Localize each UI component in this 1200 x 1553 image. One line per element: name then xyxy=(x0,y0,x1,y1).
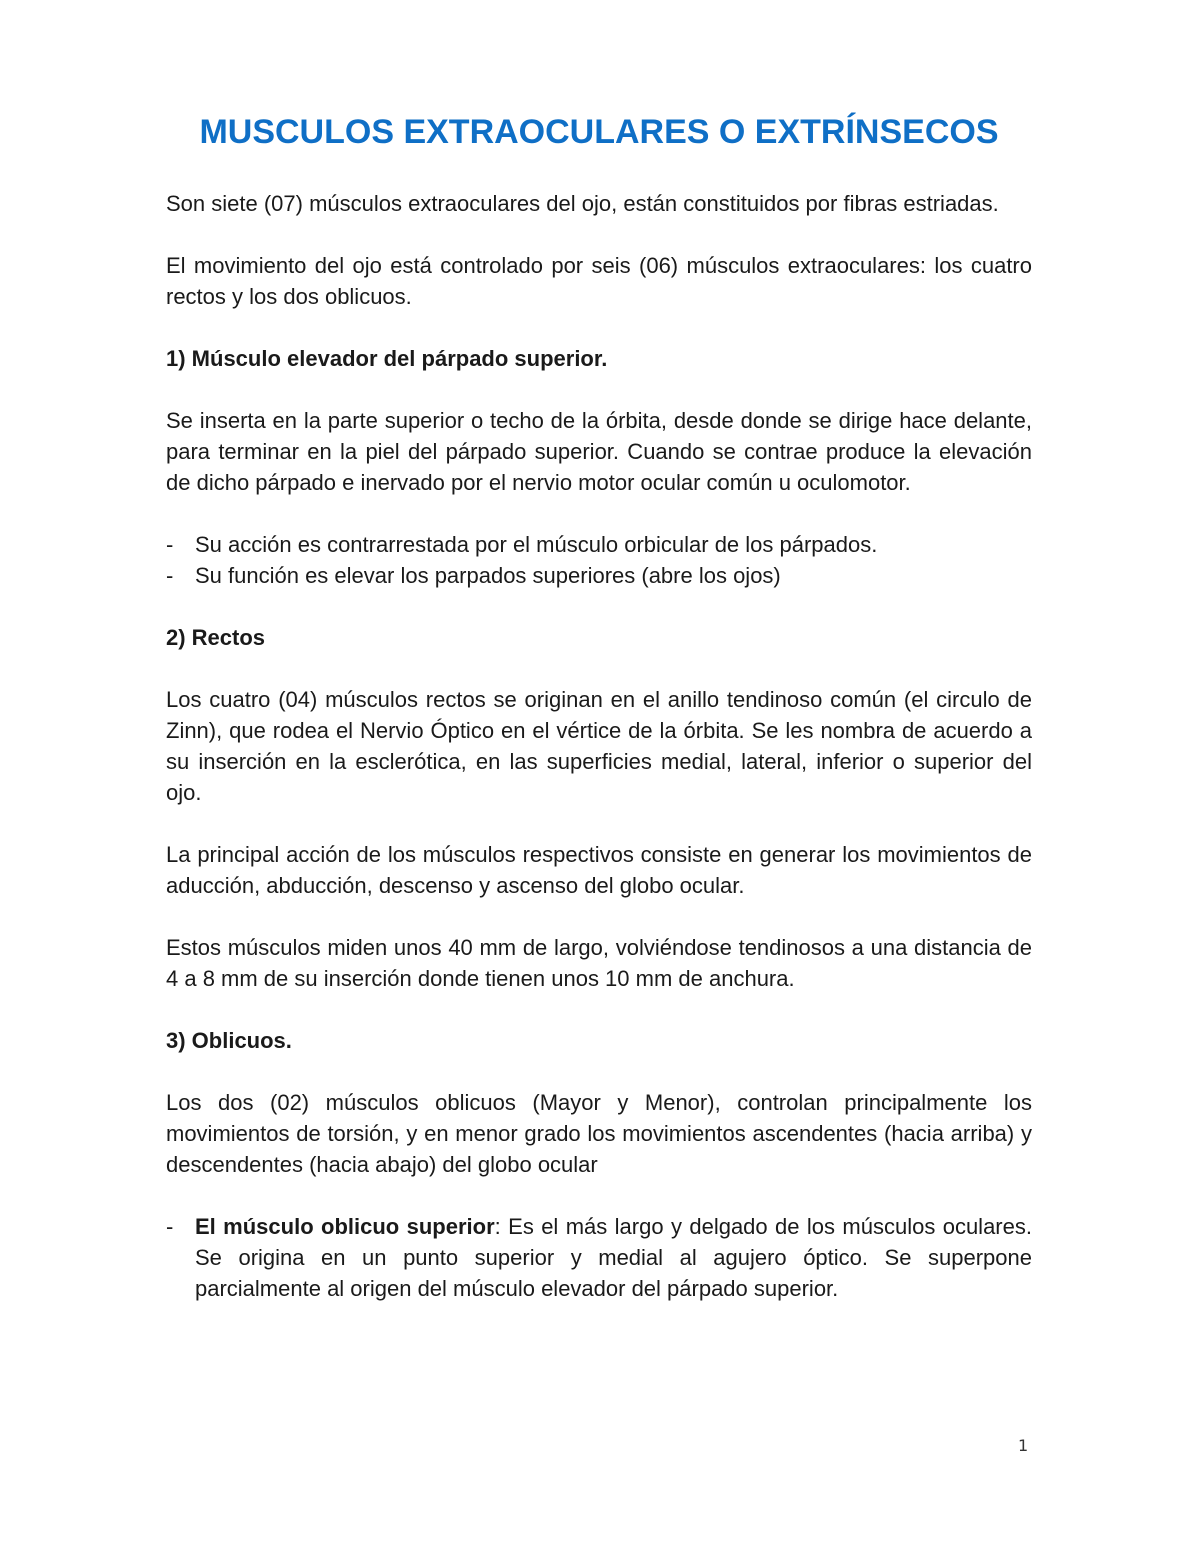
oblique-superior-term: El músculo oblicuo superior xyxy=(195,1214,495,1239)
section-3-bullet-list xyxy=(166,1211,1032,1304)
section-3-paragraph: Los dos (02) músculos oblicuos (Mayor y Menor), controlan principalmente los movimientos de torsión, y en menor grado los movimientos ascendentes (hacia arriba) y descendentes (hacia abajo) del globo ocular xyxy=(166,1090,1032,1177)
intro-paragraph-2: El movimiento del ojo está controlado por seis (06) músculos extraoculares: los cuatro rectos y los dos oblicuos. xyxy=(166,253,1032,309)
bullet-dash: - xyxy=(166,532,174,557)
bullet-dash: - xyxy=(166,563,174,588)
list-item xyxy=(166,1211,1032,1304)
section-2-heading: 2) Rectos xyxy=(166,625,266,650)
document-title: MUSCULOS EXTRAOCULARES O EXTRÍNSECOS xyxy=(199,113,999,151)
section-1-paragraph: Se inserta en la parte superior o techo de la órbita, desde donde se dirige hace delante, para terminar en la piel del párpado superior. Cuando se contrae produce la elevación de dicho párpado e inervado por el nervio motor ocular común u oculomotor. xyxy=(166,408,1032,495)
section-2-paragraph-2: La principal acción de los músculos respectivos consiste en generar los movimientos de aducción, abducción, descenso y ascenso del globo ocular. xyxy=(166,842,1032,898)
intro-paragraph-1: Son siete (07) músculos extraoculares del ojo, están constituidos por fibras estriadas. xyxy=(166,191,999,216)
section-3-heading: 3) Oblicuos. xyxy=(166,1028,292,1053)
list-item-text: Su función es elevar los parpados superiores (abre los ojos) xyxy=(195,563,781,588)
document-body xyxy=(166,188,1032,1335)
section-1-heading: 1) Músculo elevador del párpado superior. xyxy=(166,346,608,371)
list-item-text: Su acción es contrarrestada por el músculo orbicular de los párpados. xyxy=(195,532,878,557)
bullet-dash: - xyxy=(166,1214,174,1239)
list-item xyxy=(166,529,1032,560)
section-1-bullet-list xyxy=(166,529,1032,591)
page-number: 1 xyxy=(1018,1436,1029,1455)
section-2-paragraph-3: Estos músculos miden unos 40 mm de largo, volviéndose tendinosos a una distancia de 4 a 8 mm de su inserción donde tienen unos 10 mm de anchura. xyxy=(166,935,1032,991)
section-2-paragraph-1: Los cuatro (04) músculos rectos se originan en el anillo tendinoso común (el circulo de Zinn), que rodea el Nervio Óptico en el vértice de la órbita. Se les nombra de acuerdo a su inserción en la esclerótica, en las superficies medial, lateral, inferior o superior del ojo. xyxy=(166,687,1032,805)
list-item xyxy=(166,560,1032,591)
oblique-superior-description: : Es el más largo y delgado de los músculos oculares. Se origina en un punto superior y medial al agujero óptico. Se superpone parcialmente al origen del músculo elevador del párpado superior. xyxy=(195,1214,1032,1301)
